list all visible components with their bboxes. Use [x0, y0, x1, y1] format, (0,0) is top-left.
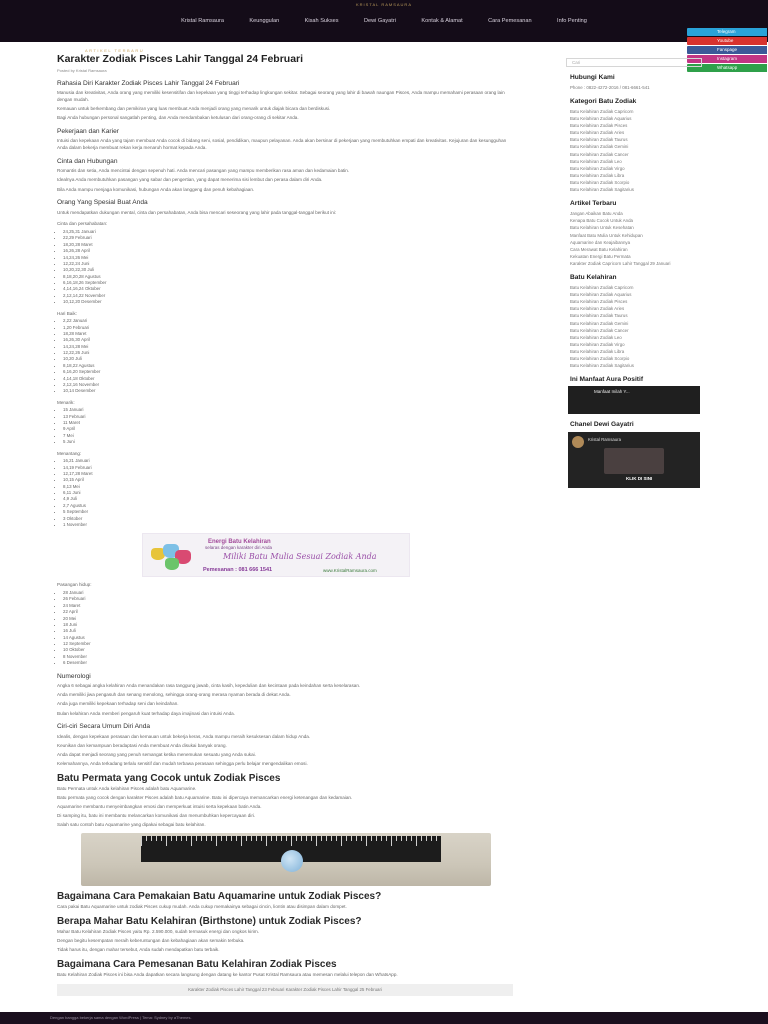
paragraph: Dengan begitu kesempatan meraih keberuntungan dan kebahagiaan akan semakin terbuka. — [57, 937, 245, 943]
paragraph: Bila Anda mampu menjaga komunikasi, hubungan Anda akan langgeng dan penuh kebahagiaan. — [57, 186, 255, 192]
aquamarine-stone — [281, 850, 303, 872]
paragraph: Aquamarine membantu menyeimbangkan emosi dan memperkuat intuisi serta kepekaan batin Anda. — [57, 804, 262, 810]
banner-subheading: selaras dengan karakter diri Anda — [205, 545, 273, 551]
list-item[interactable]: Batu Kelahiran Zodiak Sagitarius — [570, 186, 634, 192]
list-item: • 6 Desember — [63, 660, 515, 666]
list-item: • 12,22,24 Juni — [63, 261, 515, 267]
ruler-tick — [431, 836, 432, 841]
promo-banner[interactable] — [142, 533, 410, 577]
list-item: • 12,22,26 Juni — [63, 350, 515, 356]
ruler-tick — [401, 836, 402, 841]
list-item: • 12 September — [63, 641, 515, 647]
ruler-tick — [181, 836, 182, 841]
telegram-link[interactable]: Telegram — [687, 28, 767, 36]
ruler-tick — [231, 836, 232, 841]
list-item[interactable]: Batu Kelahiran Zodiak Aquarius — [570, 116, 632, 122]
ruler-tick — [421, 836, 422, 841]
recent-articles — [570, 210, 702, 266]
nav-item[interactable]: Kisah Sukses — [304, 18, 339, 24]
section-heading: Rahasia Diri Karakter Zodiak Pisces Lahir Tanggal 24 Februari — [57, 79, 240, 87]
list-item: • 22 April — [63, 609, 515, 615]
ruler-tick — [386, 836, 387, 841]
ruler-tick — [216, 836, 217, 846]
paragraph: Bulan kelahiran Anda memberi pengaruh kuat terhadap daya imajinasi dan intuisi Anda. — [57, 710, 235, 716]
page-title: Karakter Zodiak Pisces Lahir Tanggal 24 Februari — [57, 52, 304, 65]
list-item: • 8,18,20,28 Agustus — [63, 274, 515, 280]
ruler-tick — [246, 836, 247, 841]
paragraph: Mahar Batu Kelahiran Zodiak Pisces yaitu Rp. 2.590.000, sudah termasuk energi dan ongkos kirim. — [57, 928, 259, 934]
ruler-tick — [206, 836, 207, 841]
section-heading: Cinta dan Hubungan — [57, 157, 118, 165]
list-item[interactable]: Batu Kelahiran Zodiak Scorpio — [570, 179, 630, 185]
section-heading: Bagaimana Cara Pemesanan Batu Kelahiran Zodiak Pisces — [57, 958, 337, 970]
list-label: Pasangan hidup: — [57, 582, 92, 588]
list-item: • 2,22 Januari — [63, 318, 515, 324]
list-item: • 14 Agustus — [63, 635, 515, 641]
list-item: • 10,14 Desember — [63, 388, 515, 394]
list-item[interactable]: Batu Kelahiran Zodiak Aries — [570, 130, 625, 136]
category-label[interactable]: ARTIKEL TERBARU — [85, 48, 145, 53]
ruler-tick — [331, 836, 332, 841]
list-item[interactable]: Batu Kelahiran Zodiak Virgo — [570, 341, 625, 347]
ruler-tick — [361, 836, 362, 841]
list-item: • 2,7 Agustus — [63, 503, 515, 509]
list-item: • 16,26,30 April — [63, 337, 515, 343]
date-list — [63, 590, 515, 667]
ruler-tick — [186, 836, 187, 841]
ruler-tick — [196, 836, 197, 841]
ruler-tick — [161, 836, 162, 841]
list-item[interactable]: Batu Kelahiran Zodiak Virgo — [570, 165, 625, 171]
list-item: • 18,28 Maret — [63, 331, 515, 337]
list-item: • 14,24,28 Mei — [63, 344, 515, 350]
nav-item[interactable]: Info Penting — [557, 18, 587, 24]
list-item[interactable]: Batu Kelahiran Zodiak Gemini — [570, 144, 629, 150]
ruler-tick — [166, 836, 167, 846]
widget-title: Hubungi Kami — [570, 74, 615, 81]
paragraph: Cara pakai Batu Aquamarine untuk zodiak Pisces cukup mudah. Anda cukup memakainya sebagai cincin, liontin atau disimpan dalam dompet. — [57, 904, 347, 910]
ruler-tick — [146, 836, 147, 841]
ruler-tick — [266, 836, 267, 846]
sidebar — [566, 58, 702, 528]
paragraph: Anda memiliki jiwa pengasuh dan senang menolong, sehingga orang-orang merasa nyaman berada di dekat Anda. — [57, 692, 291, 698]
ruler-tick — [316, 836, 317, 846]
ruler-tick — [381, 836, 382, 841]
gem-image — [165, 558, 179, 570]
channel-name: Kristal Ramsaura — [588, 436, 621, 442]
ruler-tick — [156, 836, 157, 841]
ruler-tick — [321, 836, 322, 841]
ruler-tick — [356, 836, 357, 841]
list-item: • 20 Mei — [63, 616, 515, 622]
list-item: • 10,15 April — [63, 477, 515, 483]
ruler-tick — [226, 836, 227, 841]
paragraph: Manusia dan kreativitas, Anda orang yang memiliki kesensitifan dan kepekaan yang tinggi terhadap lingkungan sekitar. Sebagai seorang yang lahir di bawah naungan Pisces, Anda mampu memahami perasaan orang lain dengan mudah. — [57, 90, 505, 102]
section-heading: Ciri-ciri Secara Umum Diri Anda — [57, 723, 151, 731]
ruler-tick — [286, 836, 287, 841]
ruler-tick — [371, 836, 372, 841]
paragraph: Anda juga memiliki kepekaan terhadap seni dan keindahan. — [57, 701, 179, 707]
contact-text: Phone : 0822-4272-2016 / 081-6661-541 — [570, 84, 650, 90]
list-item: • 5 Juni — [63, 439, 515, 445]
section-heading: Numerologi — [57, 672, 91, 680]
aquamarine-photo — [81, 833, 491, 886]
site-header — [0, 0, 768, 42]
list-item: • 18,20,28 Maret — [63, 242, 515, 248]
ruler-tick — [411, 836, 412, 841]
channel-widget[interactable] — [568, 432, 700, 488]
list-item: • 5 September — [63, 509, 515, 515]
avatar — [572, 436, 584, 448]
list-item[interactable]: Batu Kelahiran Zodiak Pisces — [570, 123, 628, 129]
ruler-tick — [151, 836, 152, 841]
fanspage-link[interactable]: Fanspage — [687, 46, 767, 54]
widget-title: Artikel Terbaru — [570, 199, 617, 207]
ruler-tick — [241, 836, 242, 846]
list-item[interactable]: Aquamarine dan Keajaibannya — [570, 239, 631, 245]
list-item: • 14,24,26 Mei — [63, 255, 515, 261]
section-heading: Orang Yang Spesial Buat Anda — [57, 199, 148, 207]
list-item[interactable]: Batu Kelahiran Zodiak Leo — [570, 334, 622, 340]
paragraph: Kelemahannya, Anda terkadang terlalu sensitif dan mudah terbawa perasaan sehingga perlu belajar mengendalikan emosi. — [57, 761, 308, 767]
date-list — [63, 407, 515, 445]
paragraph: Batu Kelahiran Zodiak Pisces ini bisa Anda dapatkan secara langsung dengan datang ke kantor Pusat Kristal Ramsaura atau memesan melalui telepon dan WhatsApp. — [57, 971, 398, 977]
list-item: • 6,11 Juni — [63, 490, 515, 496]
list-item[interactable]: Kekuatan Energi Batu Permata — [570, 253, 631, 259]
list-item[interactable]: Batu Kelahiran Zodiak Pisces — [570, 299, 628, 305]
post-navigation[interactable]: Karakter Zodiak Pisces Lahir Tanggal 23 Februari Karakter Zodiak Pisces Lahir Tanggal 25 Februari — [57, 984, 513, 996]
ruler-tick — [171, 836, 172, 841]
paragraph: Idealnya Anda membutuhkan pasangan yang sabar dan pengertian, yang dapat menerima sisi lembut dan perasa dalam diri Anda. — [57, 177, 323, 183]
paragraph: Tidak harus itu, dengan mahar tersebut, Anda sudah mendapatkan batu terbaik. — [57, 947, 220, 953]
ruler-tick — [426, 836, 427, 841]
whatsapp-link[interactable]: Whatsapp — [687, 64, 767, 72]
list-item[interactable]: Manfaat Batu Mulia Untuk Kehidupan — [570, 232, 643, 238]
list-item[interactable]: Kenapa Batu Cocok Untuk Anda — [570, 218, 633, 224]
site-logo[interactable]: KRISTAL RAMSAURA — [355, 2, 412, 7]
paragraph: Intuisi dan kepekaan Anda yang tajam membuat Anda cocok di bidang seni, sosial, pendidikan, maupun pelayanan. Anda akan bersinar di pekerjaan yang membutuhkan empati dan kreativitas. Kejujuran dan kesungguhan Anda dalam bekerja membuat rekan kerja menaruh hormat kepada Anda. — [57, 138, 507, 150]
list-item: • 9 April — [63, 426, 515, 432]
ruler-tick — [396, 836, 397, 841]
search-input[interactable]: Cari — [566, 58, 702, 67]
paragraph: Anda dapat menjadi seorang yang penuh semangat ketika menemukan sesuatu yang Anda sukai. — [57, 752, 256, 758]
ruler-tick — [271, 836, 272, 841]
paragraph: Bagi Anda hubungan personal sangatlah penting, dan Anda mendambakan ketulusan dari orang-orang di sekitar Anda. — [57, 115, 299, 121]
list-item: • 1,20 Februari — [63, 325, 515, 331]
ruler-tick — [291, 836, 292, 846]
ruler-tick — [301, 836, 302, 841]
list-item: • 4,14,16,24 Oktober — [63, 286, 515, 292]
ruler-tick — [306, 836, 307, 841]
list-item: • 2,12,14,22 November — [63, 293, 515, 299]
list-item: • 10,12,20 Desember — [63, 299, 515, 305]
list-item: • 10,20 Juli — [63, 356, 515, 362]
nav-item[interactable]: Cara Pemesanan — [488, 18, 532, 24]
list-item[interactable]: Batu Kelahiran Zodiak Capricorn — [570, 285, 634, 291]
video-embed[interactable] — [568, 386, 700, 414]
list-item[interactable]: Batu Kelahiran Zodiak Libra — [570, 172, 625, 178]
list-item: • 6,16,18,26 September — [63, 280, 515, 286]
ruler-tick — [366, 836, 367, 846]
paragraph: Batu permata yang cocok dengan karakter Pisces adalah batu Aquamarine. Batu ini dipercaya memancarkan energi ketenangan dan kedamaian. — [57, 795, 353, 801]
list-item: • 6,16,20 September — [63, 369, 515, 375]
list-item: • 14,19 Februari — [63, 465, 515, 471]
youtube-link[interactable]: Youtube — [687, 37, 767, 45]
widget-title: Ini Manfaat Aura Positif — [570, 375, 644, 383]
banner-heading: Energi Batu Kelahiran — [208, 539, 271, 546]
ruler-tick — [236, 836, 237, 841]
ruler-tick — [261, 836, 262, 841]
list-item: • 15 Januari — [63, 407, 515, 413]
ruler-tick — [221, 836, 222, 841]
ruler-tick — [341, 836, 342, 846]
list-label: Menarik: — [57, 399, 75, 405]
list-item: • 28 Januari — [63, 590, 515, 596]
article — [57, 48, 515, 993]
list-label: Menantang: — [57, 450, 82, 456]
list-item[interactable]: Cara Merawat Batu Kelahiran — [570, 246, 628, 252]
section-heading: Pekerjaan dan Karier — [57, 127, 119, 135]
list-item: • 1 November — [63, 522, 515, 528]
ruler-tick — [191, 836, 192, 846]
paragraph: Romantis dan setia, Anda mencintai dengan sepenuh hati. Anda mencari pasangan yang mampu memberikan rasa aman dan kedamaian batin. — [57, 168, 350, 174]
section-heading: Berapa Mahar Batu Kelahiran (Birthstone) untuk Zodiak Pisces? — [57, 915, 362, 927]
list-item[interactable]: Batu Kelahiran Zodiak Cancer — [570, 327, 629, 333]
ruler-tick — [276, 836, 277, 841]
banner-phone: Pemesanan : 081 666 1541 — [203, 567, 273, 574]
list-item[interactable]: Batu Kelahiran Zodiak Sagitarius — [570, 362, 634, 368]
ruler-tick — [251, 836, 252, 841]
list-label: Cinta dan persahabatan: — [57, 221, 108, 227]
list-item: • 16,26,28 April — [63, 248, 515, 254]
paragraph: Kemauan untuk berkembang dan pemikiran yang luas membuat Anda menjadi orang yang menarik untuk diajak bicara dan berdiskusi. — [57, 105, 331, 111]
list-item: • 2,12,16 November — [63, 382, 515, 388]
list-item: • 7 Mei — [63, 433, 515, 439]
list-item[interactable]: Karakter Zodiak Capricorn Lahir Tanggal 29 Januari — [570, 260, 671, 266]
paragraph: Angka 6 sebagai angka kelahiran Anda menandakan rasa tanggung jawab, cinta kasih, kepedulian dan kecintaan pada keindahan serta keselarasan. — [57, 683, 361, 689]
ruler-tick — [256, 836, 257, 841]
list-item[interactable]: Batu Kelahiran Untuk Kesehatan — [570, 225, 634, 231]
ruler-tick — [406, 836, 407, 841]
date-list — [63, 318, 515, 395]
list-label: Hari Baik: — [57, 310, 77, 316]
category-list — [570, 108, 702, 193]
list-item[interactable]: Batu Kelahiran Zodiak Taurus — [570, 137, 628, 143]
widget-title: Batu Kelahiran — [570, 273, 617, 281]
list-item: • 3 Oktober — [63, 516, 515, 522]
ruler-tick — [346, 836, 347, 841]
ruler-tick — [376, 836, 377, 841]
ruler-tick — [211, 836, 212, 841]
section-heading: Bagaimana Cara Pemakaian Batu Aquamarine untuk Zodiak Pisces? — [57, 891, 382, 903]
list-item[interactable]: Batu Kelahiran Zodiak Libra — [570, 348, 625, 354]
list-item: • 16,21 Januari — [63, 458, 515, 464]
list-item[interactable]: Batu Kelahiran Zodiak Leo — [570, 158, 622, 164]
list-item: • 8,18,22 Agustus — [63, 363, 515, 369]
paragraph: Di samping itu, batu ini membantu melancarkan komunikasi dan menumbuhkan kepercayaan diri. — [57, 813, 256, 819]
list-item: • 10 Oktober — [63, 647, 515, 653]
list-item: • 4,14,18 Oktober — [63, 376, 515, 382]
widget-title: Chanel Dewi Gayatri — [570, 421, 634, 429]
list-item[interactable]: Batu Kelahiran Zodiak Gemini — [570, 320, 629, 326]
nav-item[interactable]: Dewi Gayatri — [363, 18, 396, 24]
date-list — [63, 229, 515, 306]
list-item: • 24,25,31 Januari — [63, 229, 515, 235]
banner-website: www.KristalRamsaura.com — [323, 568, 377, 574]
list-item: • 8 November — [63, 654, 515, 660]
banner-slogan: Miliki Batu Mulia Sesuai Zodiak Anda — [223, 552, 377, 562]
paragraph: Idealis, dengan kepekaan perasaan dan kemauan untuk bekerja keras, Anda mampu meraih kesuksesan dalam hidup Anda. — [57, 733, 311, 739]
list-item: • 13 Februari — [63, 414, 515, 420]
list-item: • 11 Maret — [63, 420, 515, 426]
ruler-tick — [436, 836, 437, 841]
list-item: • 8,13 Mei — [63, 484, 515, 490]
list-item[interactable]: Batu Kelahiran Zodiak Cancer — [570, 151, 629, 157]
list-item[interactable]: Batu Kelahiran Zodiak Taurus — [570, 313, 628, 319]
main-nav — [0, 17, 768, 25]
paragraph: Batu Permata untuk Anda kelahiran Pisces adalah batu Aquamarine. — [57, 785, 197, 791]
list-item: • 18 Juni — [63, 622, 515, 628]
ruler-tick — [391, 836, 392, 846]
date-list — [63, 458, 515, 528]
ruler-tick — [336, 836, 337, 841]
paragraph: Keunikan dan kemampuan beradaptasi Anda membuat Anda disukai banyak orang. — [57, 742, 227, 748]
ruler-tick — [201, 836, 202, 841]
nav-item[interactable]: Kristal Ramsaura — [181, 18, 224, 24]
ruler-tick — [311, 836, 312, 841]
ruler-tick — [416, 836, 417, 846]
list-item[interactable]: Batu Kelahiran Zodiak Aries — [570, 306, 625, 312]
nav-item[interactable]: Keunggulan — [249, 18, 280, 24]
list-item[interactable]: Batu Kelahiran Zodiak Aquarius — [570, 292, 632, 298]
nav-item[interactable]: Kontak & Alamat — [421, 18, 463, 24]
instagram-link[interactable]: Instagram — [687, 55, 767, 63]
ruler-tick — [141, 836, 142, 846]
list-item[interactable]: Jangan Abaikan Batu Anda — [570, 211, 623, 217]
birthstone-list — [570, 284, 702, 369]
ruler-tick — [326, 836, 327, 841]
paragraph: Untuk mendapatkan dukungan mental, cinta dan persahabatan, Anda bisa mencari seseorang yang lahir pada tanggal-tanggal berikut ini: — [57, 209, 337, 215]
list-item: • 4,9 Juli — [63, 496, 515, 502]
click-here-button[interactable]: KLIK DI SINI — [626, 475, 653, 481]
post-meta: Posted by Kristal Ramsaura — [57, 67, 107, 73]
section-heading: Batu Permata yang Cocok untuk Zodiak Pisces — [57, 772, 281, 784]
video-title: Manfaat Inilah Y... — [594, 389, 630, 395]
list-item[interactable]: Batu Kelahiran Zodiak Capricorn — [570, 109, 634, 115]
ruler-tick — [281, 836, 282, 841]
ruler-tick — [296, 836, 297, 841]
ruler-tick — [351, 836, 352, 841]
list-item: • 24 Maret — [63, 603, 515, 609]
widget-title: Kategori Batu Zodiak — [570, 97, 637, 105]
list-item[interactable]: Batu Kelahiran Zodiak Scorpio — [570, 355, 630, 361]
ruler-tick — [176, 836, 177, 841]
site-footer — [0, 1012, 768, 1024]
channel-photo — [604, 448, 664, 474]
paragraph: Salah satu contoh batu Aquamarine yang dipakai sebagai batu kelahiran. — [57, 822, 206, 828]
list-item: • 10,20,22,30 Juli — [63, 267, 515, 273]
list-item: • 26 Februari — [63, 596, 515, 602]
list-item: • 12,17,28 Maret — [63, 471, 515, 477]
list-item: • 16 Juli — [63, 628, 515, 634]
footer-credit: Dengan bangga bekerja sama dengan WordPress | Tema: Sydney by aThemes. — [50, 1015, 192, 1020]
list-item: • 22,29 Februari — [63, 235, 515, 241]
